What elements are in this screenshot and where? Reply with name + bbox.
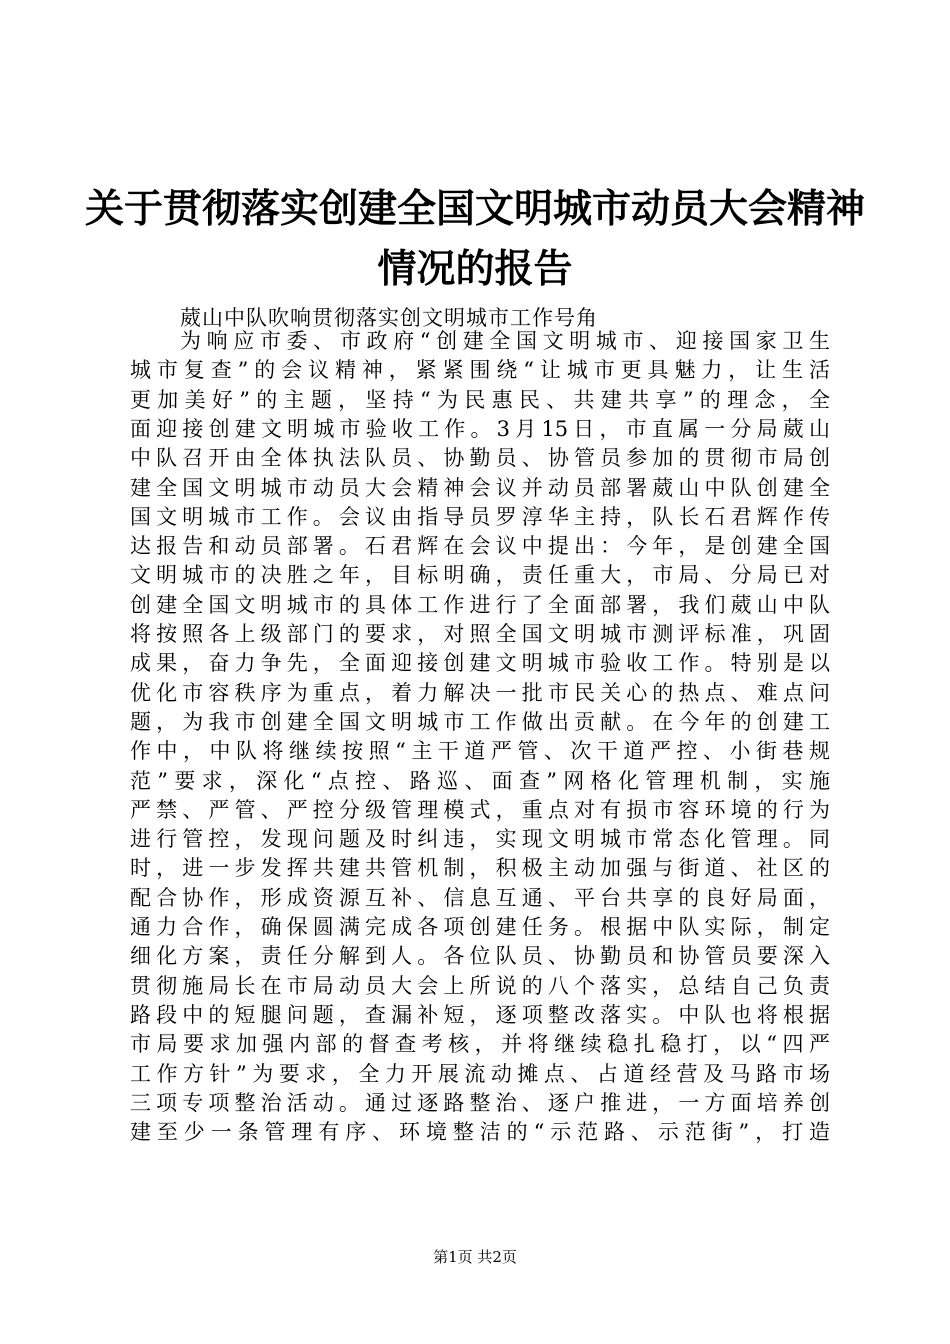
body-text-line: 时，进一步发挥共建共管机制，积极主动加强与街道、社区的 (130, 856, 830, 880)
body-text-line: 路段中的短腿问题，查漏补短，逐项整改落实。中队也将根据 (130, 1003, 830, 1027)
body-text-line: 成果，奋力争先，全面迎接创建文明城市验收工作。特别是以 (130, 651, 830, 675)
document-title-line2: 情况的报告 (377, 246, 573, 292)
document-title-line1: 关于贯彻落实创建全国文明城市动员大会精神 (84, 186, 865, 232)
body-text-line: 细化方案，责任分解到人。各位队员、协勤员和协管员要深入 (130, 944, 830, 968)
body-text-line: 达报告和动员部署。石君辉在会议中提出：今年，是创建全国 (130, 534, 830, 558)
body-text-line: 城市复查”的会议精神，紧紧围绕“让城市更具魅力，让生活 (130, 358, 830, 382)
body-text-line: 国文明城市工作。会议由指导员罗淳华主持，队长石君辉作传 (130, 505, 830, 529)
body-text-line: 创建全国文明城市的具体工作进行了全面部署，我们葳山中队 (130, 593, 830, 617)
body-text-line: 市局要求加强内部的督查考核，并将继续稳扎稳打，以“四严 (130, 1032, 830, 1056)
body-text-line: 严禁、严管、严控分级管理模式，重点对有损市容环境的行为 (130, 798, 830, 822)
body-text-line: 贯彻施局长在市局动员大会上所说的八个落实，总结自己负责 (130, 974, 830, 998)
body-text-line: 面迎接创建文明城市验收工作。3月15日，市直属一分局葳山 (130, 417, 830, 441)
body-text-line: 进行管控，发现问题及时纠违，实现文明城市常态化管理。同 (130, 827, 830, 851)
body-text-line: 建至少一条管理有序、环境整洁的“示范路、示范街”，打造 (130, 1120, 830, 1144)
body-text-line: 中队召开由全体执法队员、协勤员、协管员参加的贯彻市局创 (130, 446, 830, 470)
body-text-line: 文明城市的决胜之年，目标明确，责任重大，市局、分局已对 (130, 563, 830, 587)
document-subtitle: 葳山中队吹响贯彻落实创文明城市工作号角 (180, 306, 598, 330)
body-text-line: 配合协作，形成资源互补、信息互通、平台共享的良好局面， (130, 886, 830, 910)
body-text-line: 作中，中队将继续按照“主干道严管、次干道严控、小街巷规 (130, 739, 830, 763)
body-text-line: 题，为我市创建全国文明城市工作做出贡献。在今年的创建工 (130, 710, 830, 734)
page-footer: 第1页 共2页 (433, 1248, 517, 1266)
body-text-line: 更加美好”的主题，坚持“为民惠民、共建共享”的理念，全 (130, 388, 830, 412)
body-text-line: 范”要求，深化“点控、路巡、面查”网格化管理机制，实施 (130, 769, 830, 793)
body-text-line: 优化市容秩序为重点，着力解决一批市民关心的热点、难点问 (130, 681, 830, 705)
body-text-line: 将按照各上级部门的要求，对照全国文明城市测评标准，巩固 (130, 622, 830, 646)
body-text-line: 三项专项整治活动。通过逐路整治、逐户推进，一方面培养创 (130, 1091, 830, 1115)
body-text-line: 通力合作，确保圆满完成各项创建任务。根据中队实际，制定 (130, 915, 830, 939)
body-text-line: 建全国文明城市动员大会精神会议并动员部署葳山中队创建全 (130, 476, 830, 500)
body-text-line: 工作方针”为要求，全力开展流动摊点、占道经营及马路市场 (130, 1062, 830, 1086)
body-text-line: 为响应市委、市政府“创建全国文明城市、迎接国家卫生 (180, 329, 830, 353)
